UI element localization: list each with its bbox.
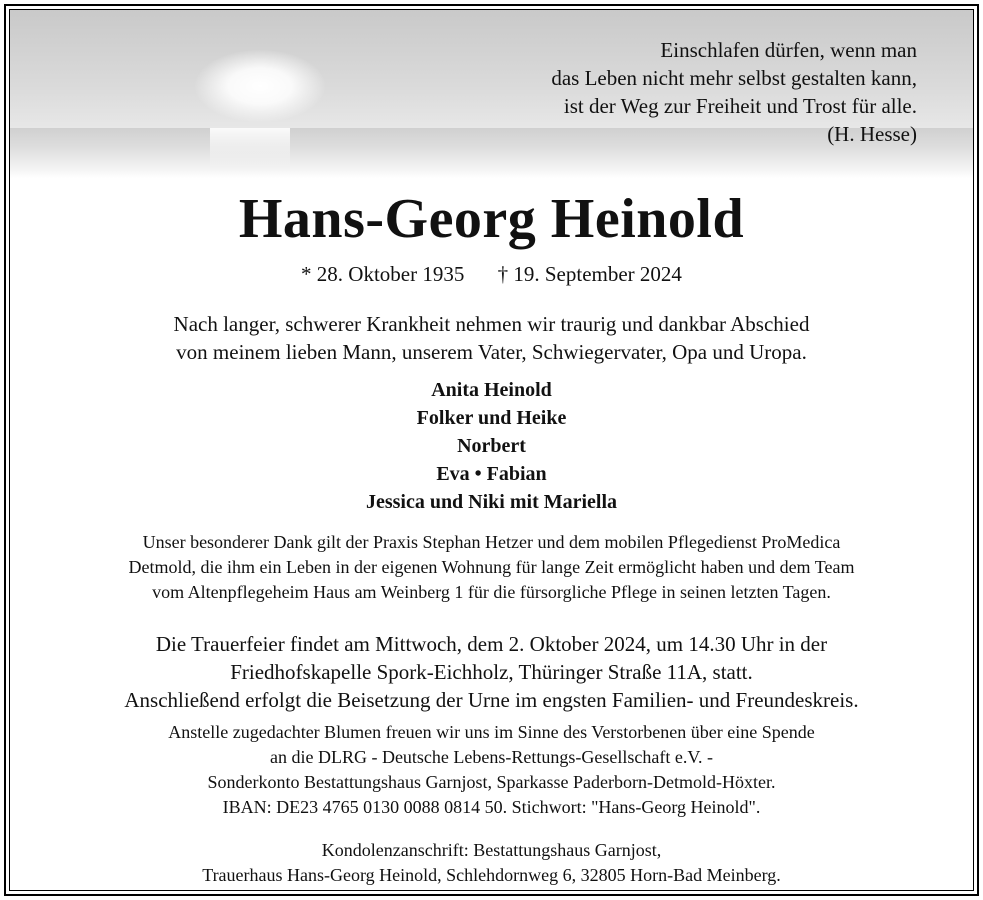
mourner-name: Folker und Heike (416, 407, 567, 429)
donation-line: Sonderkonto Bestattungshaus Garnjost, Sparkasse Paderborn-Detmold-Höxter. (207, 772, 776, 792)
death-date: † 19. September 2024 (497, 262, 682, 286)
thanks-text (10, 530, 973, 605)
thanks-line: vom Altenpflegeheim Haus am Weinberg 1 für die fürsorgliche Pflege in seinen letzten Tagen. (152, 582, 831, 602)
obituary-frame (4, 4, 979, 896)
donation-iban: IBAN: DE23 4765 0130 0088 0814 50. Stichwort: "Hans-Georg Heinold". (222, 797, 761, 817)
condolence-address (10, 838, 973, 888)
intro-line: Nach langer, schwerer Krankheit nehmen wir traurig und dankbar Abschied (173, 312, 810, 336)
sun-glow (195, 50, 325, 122)
deceased-name: Hans-Georg Heinold (238, 188, 745, 250)
obituary-inner-border (9, 9, 974, 891)
mourner-name: Norbert (457, 435, 526, 457)
sun-reflection (210, 128, 290, 168)
quote-line: Einschlafen dürfen, wenn man (660, 38, 917, 62)
ceremony-line: Friedhofskapelle Spork-Eichholz, Thüringer Straße 11A, statt. (230, 660, 753, 684)
mourner-name: Anita Heinold (431, 379, 552, 401)
mourner-name: Jessica und Niki mit Mariella (365, 491, 618, 513)
donation-text (10, 720, 973, 820)
sunset-sea-image (10, 10, 973, 178)
mourner-name: Eva • Fabian (436, 463, 547, 485)
donation-line: Anstelle zugedachter Blumen freuen wir uns im Sinne des Verstorbenen über eine Spende (168, 722, 815, 742)
birth-date: * 28. Oktober 1935 (301, 262, 465, 286)
ceremony-line: Anschließend erfolgt die Beisetzung der Urne im engsten Familien- und Freundeskreis. (124, 688, 859, 712)
intro-text (10, 310, 973, 366)
thanks-line: Unser besonderer Dank gilt der Praxis Stephan Hetzer und dem mobilen Pflegedienst ProMedica (142, 532, 841, 552)
quote-author: (H. Hesse) (827, 122, 917, 146)
hesse-quote (551, 36, 917, 148)
life-dates (10, 260, 973, 288)
ceremony-line: Die Trauerfeier findet am Mittwoch, dem 2. Oktober 2024, um 14.30 Uhr in der (155, 632, 828, 656)
mourners-list (10, 376, 973, 516)
quote-line: ist der Weg zur Freiheit und Trost für alle. (563, 94, 917, 118)
ceremony-text (10, 630, 973, 714)
condolence-line: Kondolenzanschrift: Bestattungshaus Garnjost, (321, 840, 662, 860)
thanks-line: Detmold, die ihm ein Leben in der eigenen Wohnung für lange Zeit ermöglicht haben und dem Team (128, 557, 855, 577)
intro-line: von meinem lieben Mann, unserem Vater, Schwiegervater, Opa und Uropa. (176, 340, 807, 364)
condolence-line: Trauerhaus Hans-Georg Heinold, Schlehdornweg 6, 32805 Horn-Bad Meinberg. (202, 865, 781, 885)
quote-line: das Leben nicht mehr selbst gestalten kann, (551, 66, 917, 90)
donation-line: an die DLRG - Deutsche Lebens-Rettungs-Gesellschaft e.V. - (269, 747, 714, 767)
